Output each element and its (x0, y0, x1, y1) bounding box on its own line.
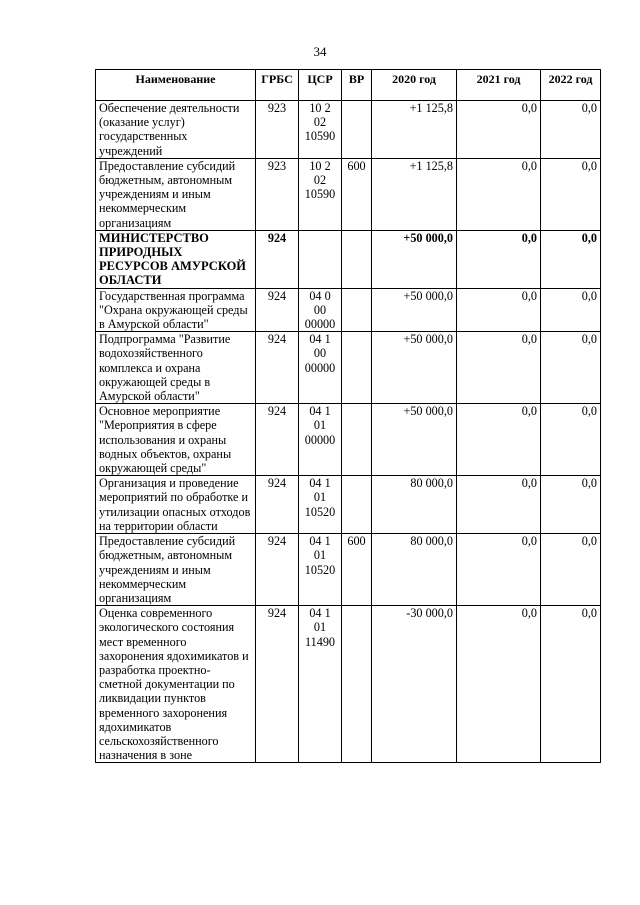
header-2021: 2021 год (457, 70, 541, 101)
cell-2022: 0,0 (541, 534, 601, 606)
cell-csr: 04 1 01 11490 (299, 606, 342, 763)
table-row (96, 606, 601, 763)
cell-vr (342, 476, 372, 534)
table-row (96, 158, 601, 230)
header-name: Наименование (96, 70, 256, 101)
cell-2021: 0,0 (457, 230, 541, 288)
cell-grbs: 924 (256, 606, 299, 763)
cell-2020: +50 000,0 (372, 230, 457, 288)
header-2020: 2020 год (372, 70, 457, 101)
cell-vr (342, 101, 372, 159)
table-row (96, 101, 601, 159)
cell-2022: 0,0 (541, 101, 601, 159)
cell-name: Обеспечение деятельности (оказание услуг) государственных учреждений (96, 101, 256, 159)
cell-2021: 0,0 (457, 332, 541, 404)
table-body (96, 101, 601, 763)
cell-2020: +1 125,8 (372, 101, 457, 159)
cell-2021: 0,0 (457, 606, 541, 763)
table-row (96, 404, 601, 476)
cell-2022: 0,0 (541, 476, 601, 534)
cell-csr: 10 2 02 10590 (299, 101, 342, 159)
cell-2022: 0,0 (541, 158, 601, 230)
cell-2021: 0,0 (457, 288, 541, 332)
cell-grbs: 923 (256, 158, 299, 230)
cell-grbs: 924 (256, 534, 299, 606)
cell-2021: 0,0 (457, 476, 541, 534)
cell-csr: 10 2 02 10590 (299, 158, 342, 230)
cell-2021: 0,0 (457, 101, 541, 159)
cell-2020: 80 000,0 (372, 476, 457, 534)
cell-name: Государственная программа "Охрана окружающей среды в Амурской области" (96, 288, 256, 332)
cell-vr (342, 404, 372, 476)
cell-csr: 04 1 00 00000 (299, 332, 342, 404)
cell-name: МИНИСТЕРСТВО ПРИРОДНЫХ РЕСУРСОВ АМУРСКОЙ ОБЛАСТИ (96, 230, 256, 288)
cell-grbs: 924 (256, 288, 299, 332)
cell-2022: 0,0 (541, 288, 601, 332)
cell-vr (342, 332, 372, 404)
cell-name: Организация и проведение мероприятий по обработке и утилизации опасных отходов на территории области (96, 476, 256, 534)
cell-2021: 0,0 (457, 158, 541, 230)
cell-csr (299, 230, 342, 288)
header-vr: ВР (342, 70, 372, 101)
cell-2020: +1 125,8 (372, 158, 457, 230)
table-row (96, 230, 601, 288)
cell-vr: 600 (342, 534, 372, 606)
cell-csr: 04 1 01 00000 (299, 404, 342, 476)
cell-csr: 04 0 00 00000 (299, 288, 342, 332)
cell-2020: 80 000,0 (372, 534, 457, 606)
cell-grbs: 924 (256, 230, 299, 288)
cell-2022: 0,0 (541, 606, 601, 763)
cell-2022: 0,0 (541, 404, 601, 476)
table-row (96, 476, 601, 534)
budget-table (95, 69, 601, 763)
cell-vr (342, 230, 372, 288)
cell-vr: 600 (342, 158, 372, 230)
table-row (96, 332, 601, 404)
table-header-row (96, 70, 601, 101)
cell-2020: +50 000,0 (372, 332, 457, 404)
page-number: 34 (313, 44, 327, 59)
header-grbs: ГРБС (256, 70, 299, 101)
cell-2021: 0,0 (457, 534, 541, 606)
cell-2021: 0,0 (457, 404, 541, 476)
cell-grbs: 924 (256, 404, 299, 476)
table-row (96, 288, 601, 332)
cell-2020: -30 000,0 (372, 606, 457, 763)
cell-name: Оценка современного экологического состояния мест временного захоронения ядохимикатов и разработка проектно-сметной документации по ликвидации пунктов временного захоронения ядохимикатов сельскохозяйственного назначения в зоне (96, 606, 256, 763)
cell-grbs: 924 (256, 476, 299, 534)
cell-grbs: 923 (256, 101, 299, 159)
header-2022: 2022 год (541, 70, 601, 101)
cell-name: Предоставление субсидий бюджетным, автономным учреждениям и иным некоммерческим организациям (96, 534, 256, 606)
cell-2020: +50 000,0 (372, 404, 457, 476)
cell-csr: 04 1 01 10520 (299, 476, 342, 534)
cell-name: Подпрограмма "Развитие водохозяйственного комплекса и охрана окружающей среды в Амурской области" (96, 332, 256, 404)
cell-2022: 0,0 (541, 230, 601, 288)
cell-grbs: 924 (256, 332, 299, 404)
cell-name: Основное мероприятие "Мероприятия в сфере использования и охраны водных объектов, охраны окружающей среды" (96, 404, 256, 476)
cell-2022: 0,0 (541, 332, 601, 404)
cell-vr (342, 288, 372, 332)
cell-csr: 04 1 01 10520 (299, 534, 342, 606)
header-csr: ЦСР (299, 70, 342, 101)
cell-name: Предоставление субсидий бюджетным, автономным учреждениям и иным некоммерческим организациям (96, 158, 256, 230)
cell-2020: +50 000,0 (372, 288, 457, 332)
table-row (96, 534, 601, 606)
cell-vr (342, 606, 372, 763)
